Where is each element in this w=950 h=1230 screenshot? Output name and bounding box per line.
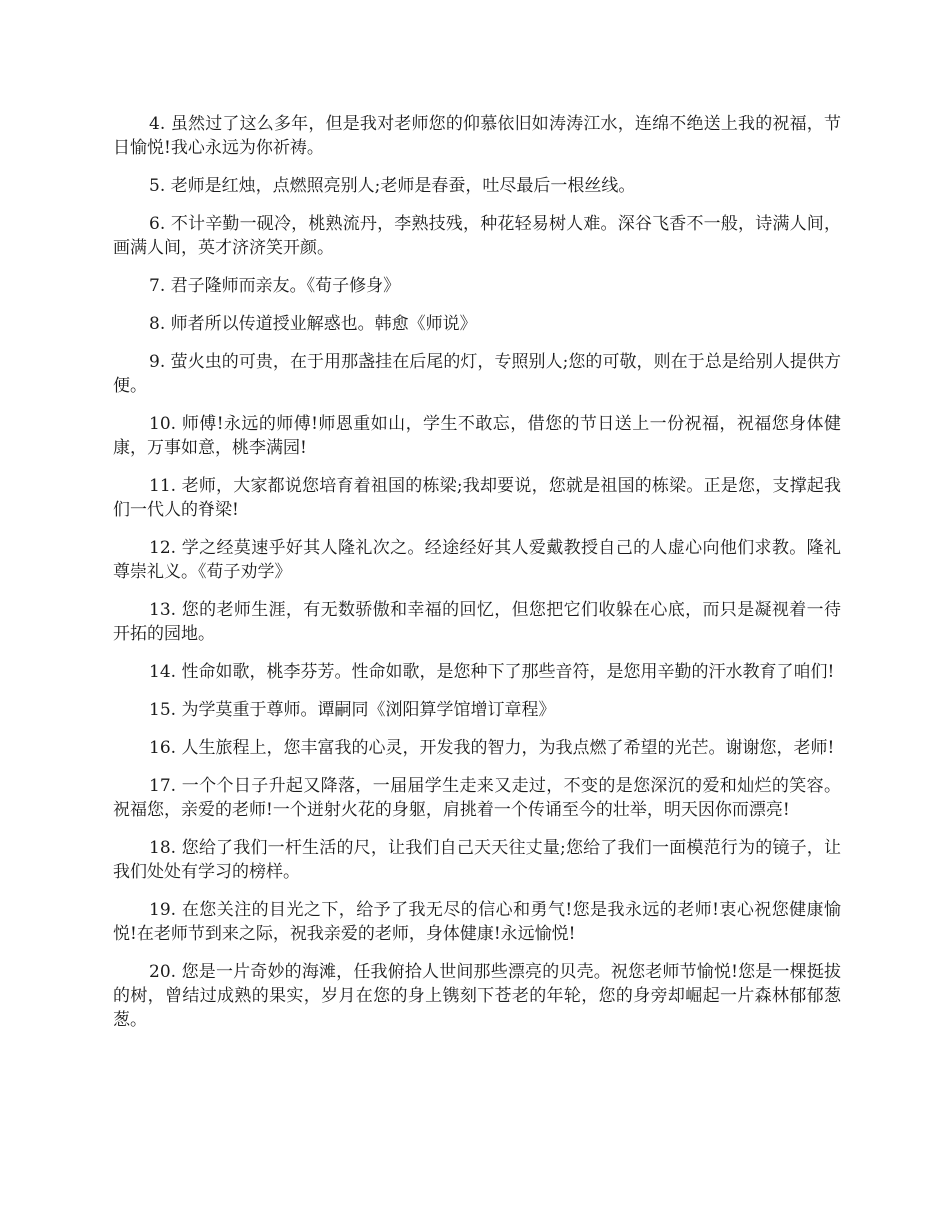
paragraph-5: 5. 老师是红烛，点燃照亮别人;老师是春蚕，吐尽最后一根丝线。 xyxy=(149,176,636,196)
paragraph-4: 4. 虽然过了这么多年，但是我对老师您的仰慕依旧如涛涛江水，连绵不绝送上我的祝福，节日愉悦!我心永远为你祈祷。 xyxy=(113,114,841,158)
paragraph-7: 7. 君子隆师而亲友。《荀子修身》 xyxy=(149,276,401,296)
document-body xyxy=(113,112,841,1046)
paragraph-8: 8. 师者所以传道授业解惑也。韩愈《师说》 xyxy=(149,314,477,334)
paragraph-12: 12. 学之经莫速乎好其人隆礼次之。经途经好其人爱戴教授自己的人虚心向他们求教。隆礼尊崇礼义。《荀子劝学》 xyxy=(113,538,841,582)
paragraph-14: 14. 性命如歌，桃李芬芳。性命如歌，是您种下了那些音符，是您用辛勤的汗水教育了咱们! xyxy=(149,662,835,682)
paragraph-13: 13. 您的老师生涯，有无数骄傲和幸福的回忆，但您把它们收躲在心底，而只是凝视着一待开拓的园地。 xyxy=(113,600,841,644)
paragraph-17: 17. 一个个日子升起又降落，一届届学生走来又走过，不变的是您深沉的爱和灿烂的笑容。祝福您，亲爱的老师!一个迸射火花的身躯，肩挑着一个传诵至今的壮举，明天因你而漂亮! xyxy=(113,776,841,820)
paragraph-6: 6. 不计辛勤一砚冷，桃熟流丹，李熟技残，种花轻易树人难。深谷飞香不一般，诗满人间，画满人间，英才济济笑开颜。 xyxy=(113,214,841,258)
paragraph-9: 9. 萤火虫的可贵，在于用那盏挂在后尾的灯，专照别人;您的可敬，则在于总是给别人提供方便。 xyxy=(113,352,841,396)
paragraph-15: 15. 为学莫重于尊师。谭嗣同《浏阳算学馆增订章程》 xyxy=(149,700,556,720)
paragraph-19: 19. 在您关注的目光之下，给予了我无尽的信心和勇气!您是我永远的老师!衷心祝您健康愉悦!在老师节到来之际，祝我亲爱的老师，身体健康!永远愉悦! xyxy=(113,900,841,944)
paragraph-11: 11. 老师，大家都说您培育着祖国的栋梁;我却要说，您就是祖国的栋梁。正是您，支撑起我们一代人的脊梁! xyxy=(113,476,841,520)
paragraph-10: 10. 师傅!永远的师傅!师恩重如山，学生不敢忘，借您的节日送上一份祝福，祝福您身体健康，万事如意，桃李满园! xyxy=(113,414,841,458)
paragraph-18: 18. 您给了我们一杆生活的尺，让我们自己天天往丈量;您给了我们一面模范行为的镜子，让我们处处有学习的榜样。 xyxy=(113,838,841,882)
paragraph-20: 20. 您是一片奇妙的海滩，任我俯拾人世间那些漂亮的贝壳。祝您老师节愉悦!您是一棵挺拔的树，曾结过成熟的果实，岁月在您的身上镌刻下苍老的年轮，您的身旁却崛起一片森林郁郁葱葱。 xyxy=(113,962,841,1030)
paragraph-16: 16. 人生旅程上，您丰富我的心灵，开发我的智力，为我点燃了希望的光芒。谢谢您，老师! xyxy=(149,738,835,758)
